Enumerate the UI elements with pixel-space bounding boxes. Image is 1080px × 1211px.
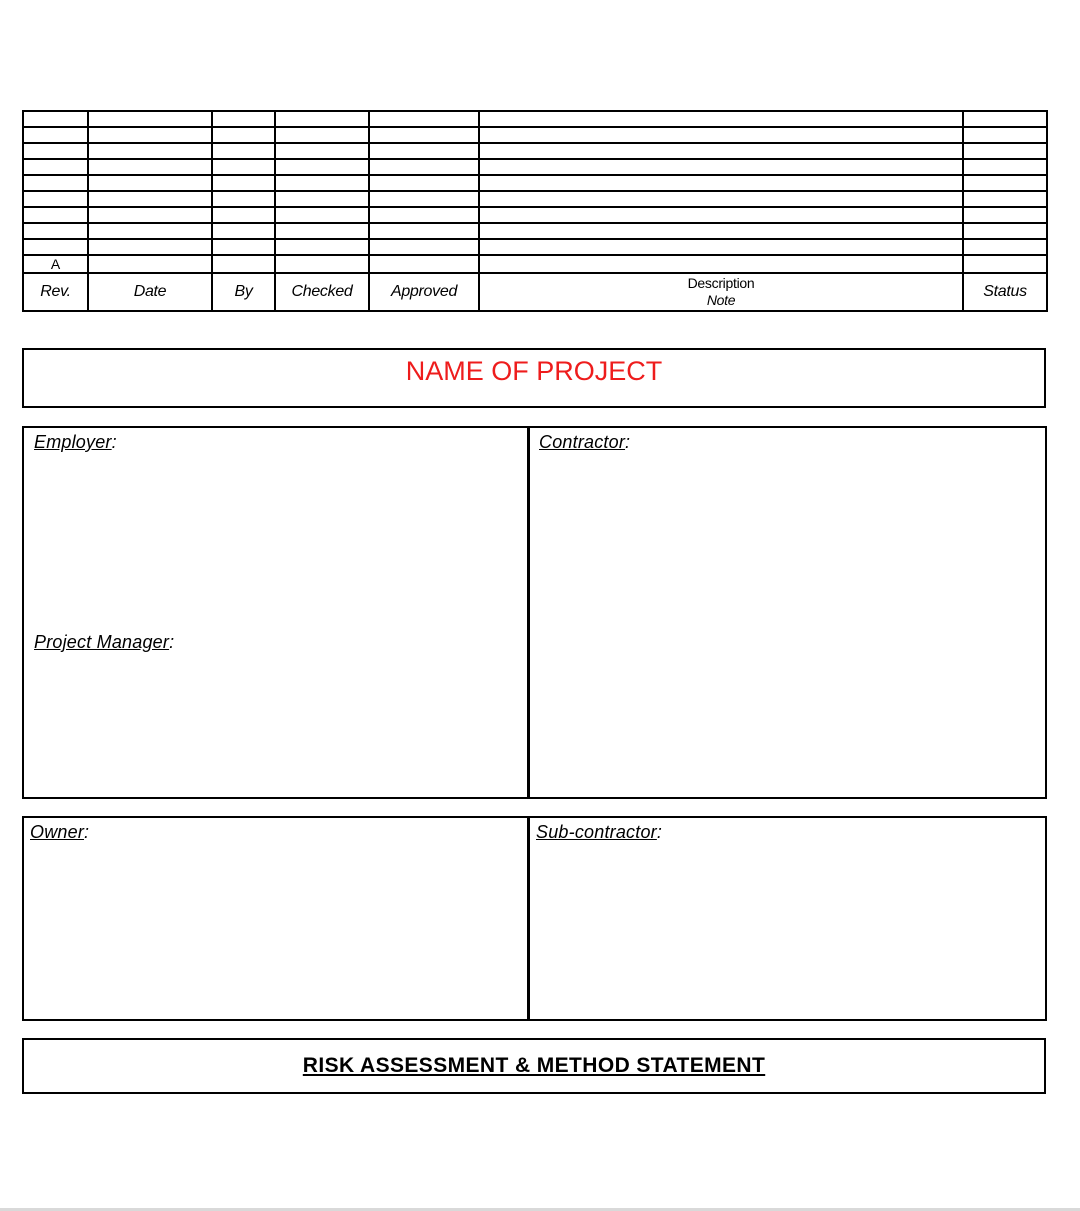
cell-status [963, 223, 1047, 239]
cell-description [479, 239, 963, 255]
cell-checked [275, 143, 369, 159]
cell-description [479, 207, 963, 223]
table-row [23, 127, 1047, 143]
table-row [23, 159, 1047, 175]
owner-label: Owner: [30, 822, 90, 842]
cell-rev [23, 191, 88, 207]
cell-rev [23, 223, 88, 239]
table-row [23, 143, 1047, 159]
document-title-box [22, 1038, 1046, 1094]
cell-rev: A [23, 255, 88, 273]
cell-rev [23, 143, 88, 159]
cell-checked [275, 207, 369, 223]
cell-date [88, 223, 212, 239]
cell-by [212, 111, 275, 127]
cell-approved [369, 239, 479, 255]
cell-checked [275, 191, 369, 207]
header-rev: Rev. [23, 273, 88, 311]
cell-by [212, 127, 275, 143]
subcontractor-label: Sub-contractor: [536, 822, 663, 842]
cell-date [88, 127, 212, 143]
cell-rev [23, 175, 88, 191]
cell-date [88, 143, 212, 159]
cell-description [479, 127, 963, 143]
cell-date [88, 175, 212, 191]
cell-date [88, 111, 212, 127]
cell-checked [275, 175, 369, 191]
employer-box [22, 426, 530, 799]
table-row [23, 223, 1047, 239]
table-row [23, 191, 1047, 207]
cell-description [479, 143, 963, 159]
contractor-label: Contractor: [539, 432, 631, 452]
cell-approved [369, 127, 479, 143]
cell-checked [275, 111, 369, 127]
cell-rev [23, 111, 88, 127]
table-row [23, 239, 1047, 255]
cell-date [88, 255, 212, 273]
cell-date [88, 239, 212, 255]
cell-rev [23, 239, 88, 255]
cell-approved [369, 111, 479, 127]
table-row [23, 175, 1047, 191]
cell-status [963, 239, 1047, 255]
cell-status [963, 255, 1047, 273]
cell-by [212, 255, 275, 273]
cell-checked [275, 159, 369, 175]
project-name-box [22, 348, 1046, 408]
project-manager-label: Project Manager: [34, 632, 175, 652]
cell-description [479, 159, 963, 175]
revision-table [22, 110, 1048, 312]
subcontractor-box [527, 816, 1047, 1021]
cell-description [479, 223, 963, 239]
project-name: NAME OF PROJECT [405, 356, 663, 386]
cell-checked [275, 239, 369, 255]
header-checked: Checked [275, 273, 369, 311]
cell-by [212, 159, 275, 175]
header-approved: Approved [369, 273, 479, 311]
cell-by [212, 175, 275, 191]
cell-approved [369, 143, 479, 159]
employer-label: Employer: [34, 432, 117, 452]
cell-approved [369, 175, 479, 191]
cell-status [963, 143, 1047, 159]
cell-rev [23, 127, 88, 143]
cell-approved [369, 191, 479, 207]
cell-status [963, 159, 1047, 175]
cell-rev [23, 159, 88, 175]
header-status: Status [963, 273, 1047, 311]
cell-by [212, 223, 275, 239]
cell-status [963, 111, 1047, 127]
header-description [479, 273, 963, 311]
cell-date [88, 207, 212, 223]
cell-date [88, 191, 212, 207]
cell-status [963, 191, 1047, 207]
cell-date [88, 159, 212, 175]
cell-checked [275, 223, 369, 239]
cell-checked [275, 127, 369, 143]
revision-table-body [23, 111, 1047, 311]
cell-status [963, 127, 1047, 143]
owner-box [22, 816, 530, 1021]
cell-rev [23, 207, 88, 223]
cell-description [479, 111, 963, 127]
cell-status [963, 175, 1047, 191]
cell-description [479, 255, 963, 273]
cell-by [212, 239, 275, 255]
cell-approved [369, 223, 479, 239]
cell-approved [369, 207, 479, 223]
header-description-note: Note [706, 292, 736, 308]
table-row [23, 255, 1047, 273]
cell-approved [369, 255, 479, 273]
cell-checked [275, 255, 369, 273]
header-by: By [212, 273, 275, 311]
cell-status [963, 207, 1047, 223]
cell-description [479, 191, 963, 207]
document-title: RISK ASSESSMENT & METHOD STATEMENT [302, 1054, 766, 1077]
cell-description [479, 175, 963, 191]
table-row [23, 207, 1047, 223]
header-date: Date [88, 273, 212, 311]
cell-approved [369, 159, 479, 175]
header-row [23, 273, 1047, 311]
table-row [23, 111, 1047, 127]
cell-by [212, 207, 275, 223]
cell-by [212, 191, 275, 207]
contractor-box [527, 426, 1047, 799]
cell-by [212, 143, 275, 159]
header-description-label: Description [687, 275, 755, 291]
